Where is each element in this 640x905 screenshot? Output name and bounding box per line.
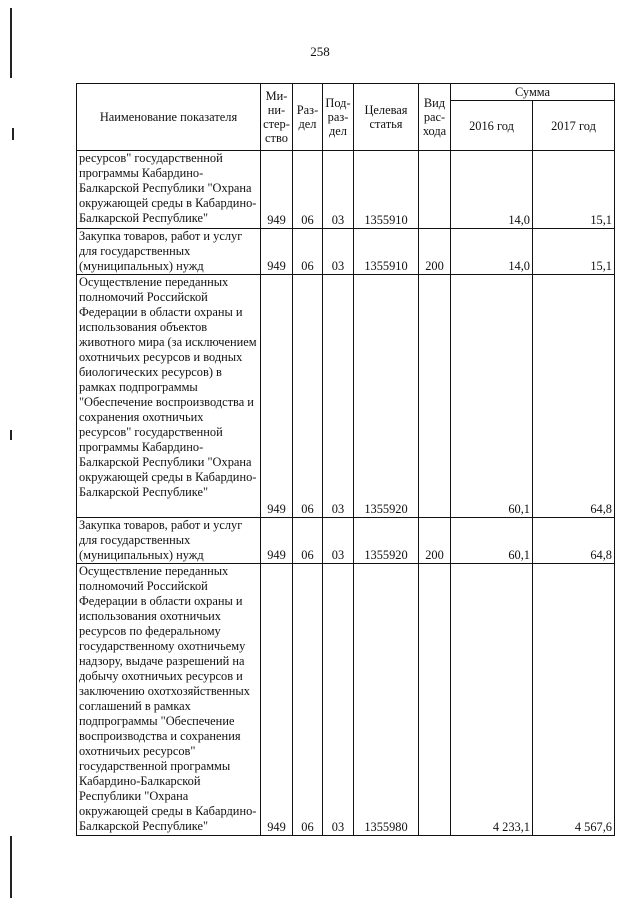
row-subsection: 03	[323, 151, 354, 229]
row-section: 06	[293, 518, 323, 564]
scan-edge-mark	[10, 430, 12, 440]
row-sum-2017: 64,8	[533, 275, 615, 518]
header-year-2017: 2017 год	[533, 101, 615, 151]
row-sum-2017: 15,1	[533, 229, 615, 275]
row-subsection: 03	[323, 518, 354, 564]
scan-edge-mark	[10, 836, 12, 898]
row-section: 06	[293, 564, 323, 836]
row-expense: 200	[419, 518, 451, 564]
row-target: 1355910	[354, 151, 419, 229]
row-name: Закупка товаров, работ и услуг для государственных (муниципальных) нужд	[77, 229, 261, 275]
row-target: 1355920	[354, 275, 419, 518]
row-expense	[419, 275, 451, 518]
row-subsection: 03	[323, 275, 354, 518]
row-ministry: 949	[261, 564, 293, 836]
row-ministry: 949	[261, 275, 293, 518]
row-subsection: 03	[323, 229, 354, 275]
scan-edge-mark	[12, 128, 14, 140]
table-row	[77, 518, 615, 564]
header-sum: Сумма	[451, 84, 615, 101]
table-row	[77, 229, 615, 275]
row-sum-2016: 4 233,1	[451, 564, 533, 836]
header-subsection: Под- раз- дел	[323, 84, 354, 151]
table-row	[77, 275, 615, 518]
row-name: ресурсов" государственной программы Кабардино-Балкарской Республики "Охрана окружающей среды в Кабардино-Балкарской Республике"	[77, 151, 261, 229]
header-target-article: Целевая статья	[354, 84, 419, 151]
row-target: 1355910	[354, 229, 419, 275]
row-ministry: 949	[261, 518, 293, 564]
row-expense: 200	[419, 229, 451, 275]
row-sum-2017: 15,1	[533, 151, 615, 229]
row-section: 06	[293, 275, 323, 518]
row-sum-2016: 14,0	[451, 229, 533, 275]
scan-edge-mark	[10, 8, 12, 78]
header-name: Наименование показателя	[77, 84, 261, 151]
table-row	[77, 151, 615, 229]
table-row	[77, 564, 615, 836]
budget-table	[76, 83, 615, 836]
row-expense	[419, 151, 451, 229]
row-name: Осуществление переданных полномочий Российской Федерации в области охраны и использования объектов животного мира (за исключением охотничьих ресурсов и водных биологических ресурсов) в рамках подпрограммы "Обеспечение воспроизводства и сохранения охотничьих ресурсов" государственной программы Кабардино-Балкарской Республики "Охрана окружающей среды в Кабардино-Балкарской Республике"	[77, 275, 261, 518]
row-subsection: 03	[323, 564, 354, 836]
row-sum-2017: 4 567,6	[533, 564, 615, 836]
row-section: 06	[293, 151, 323, 229]
row-sum-2017: 64,8	[533, 518, 615, 564]
row-target: 1355920	[354, 518, 419, 564]
row-sum-2016: 60,1	[451, 275, 533, 518]
row-sum-2016: 60,1	[451, 518, 533, 564]
row-ministry: 949	[261, 151, 293, 229]
header-year-2016: 2016 год	[451, 101, 533, 151]
row-target: 1355980	[354, 564, 419, 836]
row-expense	[419, 564, 451, 836]
row-section: 06	[293, 229, 323, 275]
header-ministry: Ми- ни- стер- ство	[261, 84, 293, 151]
page-number: 258	[310, 44, 330, 59]
row-sum-2016: 14,0	[451, 151, 533, 229]
row-ministry: 949	[261, 229, 293, 275]
row-name: Закупка товаров, работ и услуг для государственных (муниципальных) нужд	[77, 518, 261, 564]
row-name: Осуществление переданных полномочий Российской Федерации в области охраны и использования охотничьих ресурсов по федеральному государственному охотничьему надзору, выдаче разрешений на добычу охотничьих ресурсов и заключению охотхозяйственных соглашений в рамках подпрограммы "Обеспечение воспроизводства и сохранения охотничьих ресурсов" государственной программы Кабардино-Балкарской Республики "Охрана окружающей среды в Кабардино-Балкарской Республике"	[77, 564, 261, 836]
header-section: Раз- дел	[293, 84, 323, 151]
header-expense-type: Вид рас- хода	[419, 84, 451, 151]
